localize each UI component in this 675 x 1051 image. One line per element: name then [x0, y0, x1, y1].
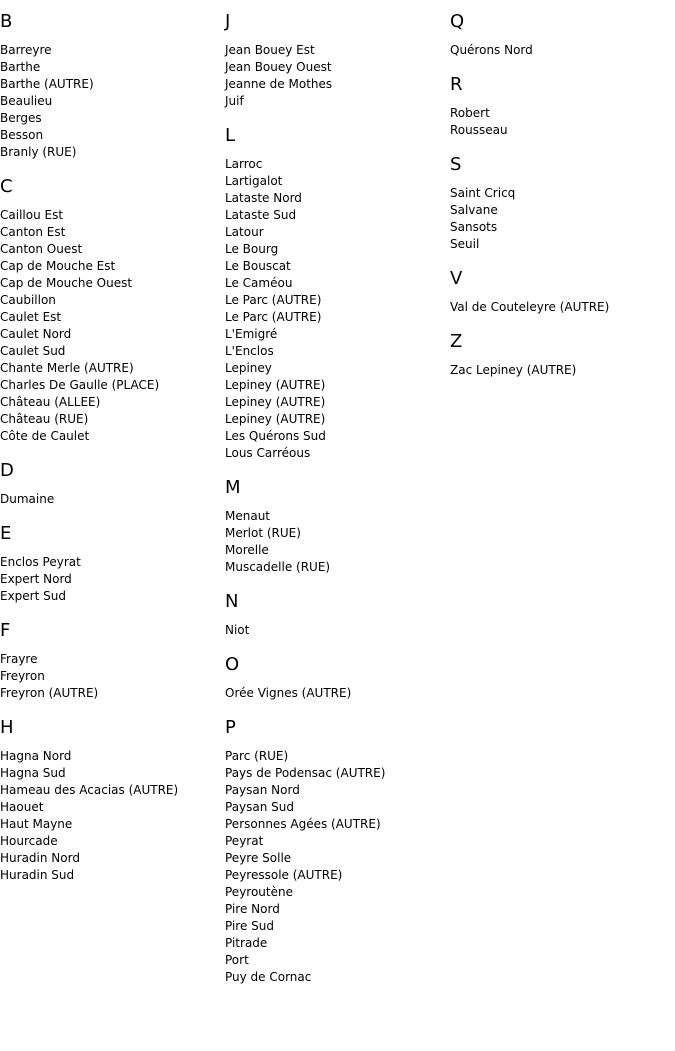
- street-link[interactable]: Haut Mayne: [0, 817, 73, 831]
- street-link[interactable]: Peyrat: [225, 834, 264, 848]
- letter-section: [450, 10, 675, 59]
- street-link[interactable]: Muscadelle (RUE): [225, 560, 331, 574]
- street-link[interactable]: Rousseau: [450, 123, 508, 137]
- street-link[interactable]: Caillou Est: [0, 208, 64, 222]
- street-list: [0, 42, 225, 161]
- street-link[interactable]: Expert Nord: [0, 572, 72, 586]
- section-letter-heading: M: [225, 477, 241, 498]
- street-link[interactable]: Freyron: [0, 669, 45, 683]
- section-letter-heading: J: [225, 11, 231, 32]
- street-list: [0, 554, 225, 605]
- street-link[interactable]: Le Parc (AUTRE): [225, 293, 322, 307]
- street-link[interactable]: Jean Bouey Est: [225, 43, 315, 57]
- street-link[interactable]: Peyre Solle: [225, 851, 292, 865]
- street-link[interactable]: Haouet: [0, 800, 44, 814]
- letter-section: [225, 653, 450, 702]
- letter-section: [0, 716, 225, 884]
- street-link[interactable]: Peyroutène: [225, 885, 293, 899]
- street-list: [225, 685, 450, 702]
- section-letter-heading: O: [225, 654, 240, 675]
- street-link[interactable]: Seuil: [450, 237, 480, 251]
- letter-section: [0, 459, 225, 508]
- street-link[interactable]: Le Parc (AUTRE): [225, 310, 322, 324]
- street-link[interactable]: Canton Ouest: [0, 242, 83, 256]
- section-letter-heading: Q: [450, 11, 465, 32]
- street-link[interactable]: Chante Merle (AUTRE): [0, 361, 134, 375]
- letter-section: [450, 330, 675, 379]
- letter-section: [450, 153, 675, 253]
- street-link[interactable]: Freyron (AUTRE): [0, 686, 99, 700]
- street-link[interactable]: Larroc: [225, 157, 263, 171]
- letter-section: [225, 590, 450, 639]
- street-list: [0, 651, 225, 702]
- street-link[interactable]: Morelle: [225, 543, 269, 557]
- street-link[interactable]: Frayre: [0, 652, 38, 666]
- street-list: [225, 508, 450, 576]
- street-link[interactable]: Caulet Est: [0, 310, 62, 324]
- letter-section: [225, 716, 450, 986]
- street-link[interactable]: Peyressole (AUTRE): [225, 868, 343, 882]
- section-letter-heading: V: [450, 268, 463, 289]
- street-link[interactable]: Merlot (RUE): [225, 526, 301, 540]
- street-link[interactable]: Robert: [450, 106, 490, 120]
- letter-section: [0, 522, 225, 605]
- street-link[interactable]: Paysan Nord: [225, 783, 300, 797]
- street-link[interactable]: Huradin Nord: [0, 851, 80, 865]
- street-link[interactable]: Berges: [0, 111, 42, 125]
- street-link[interactable]: Jeanne de Mothes: [225, 77, 333, 91]
- street-link[interactable]: Menaut: [225, 509, 271, 523]
- street-link[interactable]: Huradin Sud: [0, 868, 75, 882]
- street-link[interactable]: Port: [225, 953, 249, 967]
- street-link[interactable]: Caulet Sud: [0, 344, 66, 358]
- street-link[interactable]: Orée Vignes (AUTRE): [225, 686, 352, 700]
- street-link[interactable]: Lepiney (AUTRE): [225, 412, 326, 426]
- section-letter-heading: E: [0, 523, 12, 544]
- street-link[interactable]: Hourcade: [0, 834, 58, 848]
- street-list: [225, 748, 450, 986]
- street-link[interactable]: Jean Bouey Ouest: [225, 60, 332, 74]
- section-letter-heading: C: [0, 176, 13, 197]
- street-link[interactable]: Hameau des Acacias (AUTRE): [0, 783, 179, 797]
- street-list: [450, 299, 675, 316]
- street-link[interactable]: Lartigalot: [225, 174, 283, 188]
- street-link[interactable]: Pire Nord: [225, 902, 280, 916]
- street-list: [0, 748, 225, 884]
- street-list: [450, 42, 675, 59]
- street-link[interactable]: Salvane: [450, 203, 498, 217]
- street-link[interactable]: Juif: [225, 94, 244, 108]
- street-link[interactable]: Zac Lepiney (AUTRE): [450, 363, 577, 377]
- street-link[interactable]: Lous Carréous: [225, 446, 311, 460]
- street-link[interactable]: Cap de Mouche Est: [0, 259, 116, 273]
- street-list: [450, 362, 675, 379]
- street-link[interactable]: Hagna Sud: [0, 766, 66, 780]
- street-list: [450, 105, 675, 139]
- street-link[interactable]: Cap de Mouche Ouest: [0, 276, 133, 290]
- index-column: [225, 10, 450, 1000]
- section-letter-heading: L: [225, 125, 236, 146]
- street-link[interactable]: Hagna Nord: [0, 749, 72, 763]
- section-letter-heading: B: [0, 11, 13, 32]
- section-letter-heading: H: [0, 717, 14, 738]
- section-letter-heading: P: [225, 717, 236, 738]
- street-link[interactable]: Lepiney (AUTRE): [225, 378, 326, 392]
- street-link[interactable]: Niot: [225, 623, 250, 637]
- section-letter-heading: S: [450, 154, 462, 175]
- street-list: [225, 156, 450, 462]
- street-link[interactable]: Le Bourg: [225, 242, 279, 256]
- street-link[interactable]: Besson: [0, 128, 44, 142]
- street-link[interactable]: Enclos Peyrat: [0, 555, 81, 569]
- street-link[interactable]: Barthe (AUTRE): [0, 77, 94, 91]
- street-link[interactable]: Caulet Nord: [0, 327, 72, 341]
- street-list: [0, 207, 225, 445]
- street-link[interactable]: Val de Couteleyre (AUTRE): [450, 300, 610, 314]
- letter-section: [0, 175, 225, 445]
- street-link[interactable]: L'Enclos: [225, 344, 274, 358]
- section-letter-heading: F: [0, 620, 11, 641]
- street-link[interactable]: Lataste Sud: [225, 208, 297, 222]
- street-link[interactable]: Puy de Cornac: [225, 970, 312, 984]
- street-list: [450, 185, 675, 253]
- street-link[interactable]: Pitrade: [225, 936, 268, 950]
- street-link[interactable]: Lepiney: [225, 361, 272, 375]
- street-link[interactable]: Barthe: [0, 60, 41, 74]
- street-link[interactable]: Le Bouscat: [225, 259, 291, 273]
- street-link[interactable]: Barreyre: [0, 43, 52, 57]
- street-link[interactable]: Charles De Gaulle (PLACE): [0, 378, 160, 392]
- street-link[interactable]: Saint Cricq: [450, 186, 516, 200]
- index-column: [450, 10, 675, 393]
- letter-section: [450, 73, 675, 139]
- street-link[interactable]: Beaulieu: [0, 94, 53, 108]
- section-letter-heading: N: [225, 591, 239, 612]
- index-column: [0, 10, 225, 898]
- street-link[interactable]: Latour: [225, 225, 264, 239]
- letter-section: [0, 619, 225, 702]
- street-link[interactable]: Caubillon: [0, 293, 56, 307]
- street-list: [225, 622, 450, 639]
- street-link[interactable]: Pire Sud: [225, 919, 275, 933]
- street-link[interactable]: Côte de Caulet: [0, 429, 90, 443]
- street-link[interactable]: Quérons Nord: [450, 43, 533, 57]
- street-link[interactable]: Sansots: [450, 220, 498, 234]
- street-link[interactable]: Lepiney (AUTRE): [225, 395, 326, 409]
- street-link[interactable]: Canton Est: [0, 225, 66, 239]
- letter-section: [450, 267, 675, 316]
- street-link[interactable]: Le Caméou: [225, 276, 293, 290]
- street-link[interactable]: Parc (RUE): [225, 749, 289, 763]
- street-list: [0, 491, 225, 508]
- street-link[interactable]: Dumaine: [0, 492, 55, 506]
- section-letter-heading: Z: [450, 331, 463, 352]
- section-letter-heading: R: [450, 74, 463, 95]
- street-link[interactable]: Expert Sud: [0, 589, 66, 603]
- street-list: [225, 42, 450, 110]
- letter-section: [225, 476, 450, 576]
- letter-section: [225, 10, 450, 110]
- section-letter-heading: D: [0, 460, 14, 481]
- street-link[interactable]: Personnes Agées (AUTRE): [225, 817, 381, 831]
- letter-section: [0, 10, 225, 161]
- street-link[interactable]: Château (RUE): [0, 412, 89, 426]
- street-link[interactable]: Branly (RUE): [0, 145, 77, 159]
- street-link[interactable]: L'Emigré: [225, 327, 278, 341]
- street-link[interactable]: Lataste Nord: [225, 191, 302, 205]
- street-link[interactable]: Paysan Sud: [225, 800, 295, 814]
- street-link[interactable]: Pays de Podensac (AUTRE): [225, 766, 386, 780]
- street-link[interactable]: Château (ALLEE): [0, 395, 101, 409]
- street-link[interactable]: Les Quérons Sud: [225, 429, 326, 443]
- letter-section: [225, 124, 450, 462]
